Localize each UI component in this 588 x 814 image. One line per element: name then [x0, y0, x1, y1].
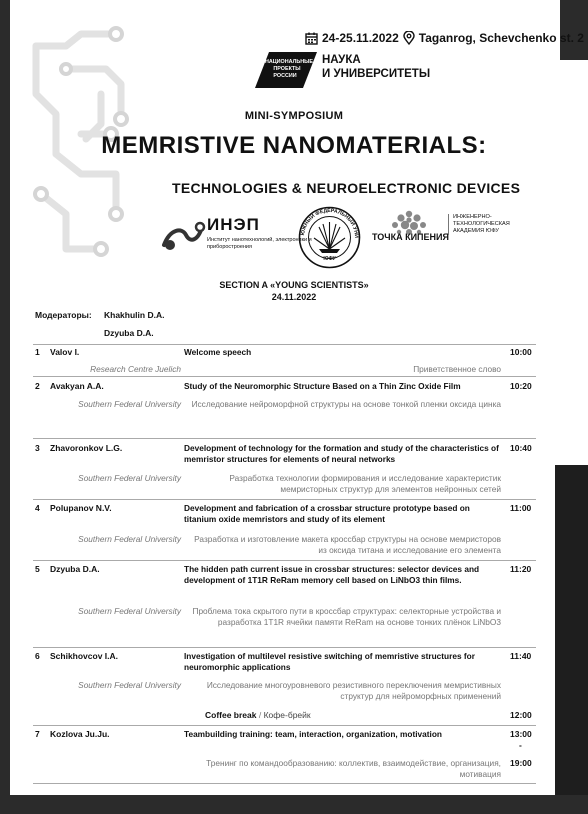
moderator-name: Dzyuba D.A.: [104, 328, 154, 338]
talk-time: 10:20: [510, 381, 532, 391]
row-divider: [33, 647, 536, 648]
talk-title-ru: Разработка и изготовление макета кроссбар структуры на основе мемристоров из оксида титана и исследование его элемента: [194, 534, 501, 555]
talk-title-en: Welcome speech: [184, 347, 252, 357]
speaker-affiliation: Southern Federal University: [78, 473, 181, 483]
program-entry: [33, 560, 536, 647]
talk-title-en: Development of technology for the formation and study of the characteristics of memristor structures for elements of neural networks: [184, 443, 499, 464]
speaker-name: Avakyan A.A.: [50, 381, 104, 391]
coffee-break-separator: /: [256, 710, 264, 720]
svg-text:РОССИИ: РОССИИ: [273, 73, 297, 79]
row-divider: [33, 725, 536, 726]
tochka-kipeniya-name: ТОЧКА КИПЕНИЯ: [372, 232, 449, 242]
program-entry: [33, 499, 536, 560]
talk-title-ru: Исследование многоуровневого резистивного переключения мемристивных структур для нейроморфных применений: [206, 680, 501, 701]
row-divider: [33, 499, 536, 500]
section-heading: [0, 279, 588, 303]
bottom-border: [0, 795, 588, 814]
talk-title-en: The hidden path current issue in crossbar structures: selector devices and development of 1T1R ReRam memory cell based on LiNbO3 thin films.: [184, 564, 480, 585]
left-border: [0, 0, 10, 814]
talk-title-en: Investigation of multilevel resistive switching of memristive structures for neuromorphic applications: [184, 651, 475, 672]
program-entry: [33, 438, 536, 499]
moderators-label: Модераторы:: [35, 310, 92, 320]
iti-academy-name: ИНЖЕНЕРНО-ТЕХНОЛОГИЧЕСКАЯ АКАДЕМИЯ ЮФУ: [448, 214, 533, 235]
section-title: SECTION A «YOUNG SCIENTISTS»: [219, 280, 369, 290]
section-date: 24.11.2022: [271, 292, 317, 302]
program-entry: [33, 376, 536, 438]
entry-number: 2: [35, 381, 40, 391]
speaker-affiliation: Southern Federal University: [78, 534, 181, 544]
event-dates: 24-25.11.2022: [322, 31, 399, 45]
row-divider: [33, 438, 536, 439]
talk-title-en: Development and fabrication of a crossbar structure prototype based on titanium oxide memristors and study of its element: [184, 503, 470, 524]
program-entry: [33, 647, 536, 725]
coffee-break-ru: Кофе-брейк: [263, 710, 311, 720]
speaker-name: Zhavoronkov L.G.: [50, 443, 123, 453]
calendar-icon: [305, 32, 318, 45]
speaker-affiliation: Southern Federal University: [78, 680, 181, 690]
page-subtitle: TECHNOLOGIES & NEUROELECTRONIC DEVICES: [172, 180, 521, 196]
speaker-name: Dzyuba D.A.: [50, 564, 100, 574]
row-divider: [33, 560, 536, 561]
talk-title-en: Study of the Neuromorphic Structure Based on a Thin Zinc Oxide Film: [184, 381, 461, 391]
speaker-affiliation: Research Centre Juelich: [90, 364, 181, 374]
sfu-emblem: [297, 205, 362, 270]
moderator-name: Khakhulin D.A.: [104, 310, 165, 320]
ined-name: ИНЭП: [207, 215, 260, 234]
talk-time: 10:40: [510, 443, 532, 453]
talk-title-en: Teambuilding training: team, interaction, organization, motivation: [184, 729, 442, 739]
np-logo-text: НАЦИОНАЛЬНЫЕ: [264, 59, 314, 65]
sfu-short-name: ЮФУ: [323, 256, 336, 262]
row-divider: [33, 783, 536, 784]
national-projects-logo: [255, 52, 317, 88]
sfu-ring-text: ЮЖНЫЙ ФЕДЕРАЛЬНЫЙ УНИ: [299, 207, 360, 239]
speaker-affiliation: Southern Federal University: [78, 606, 181, 616]
svg-text:ПРОЕКТЫ: ПРОЕКТЫ: [273, 66, 301, 72]
coffee-break-en: Coffee break: [205, 710, 257, 720]
entry-number: 3: [35, 443, 40, 453]
row-divider: [33, 344, 536, 345]
entry-number: 7: [35, 729, 40, 739]
program-entry: [33, 344, 536, 376]
project-name: [322, 53, 430, 81]
right-border: [555, 465, 588, 814]
talk-title-ru: Исследование нейроморфной структуры на основе тонкой пленки оксида цинка: [191, 399, 501, 409]
entry-number: 1: [35, 347, 40, 357]
top-right-border: [560, 0, 588, 60]
speaker-affiliation: Southern Federal University: [78, 399, 181, 409]
entry-number: 4: [35, 503, 40, 513]
speaker-name: Polupanov N.V.: [50, 503, 112, 513]
talk-title-ru: Разработка технологии формирования и исследование характеристик мемристорных структур для элементов нейронных сетей: [229, 473, 501, 494]
project-line-1: НАУКА: [322, 54, 361, 66]
speaker-name: Valov I.: [50, 347, 80, 357]
talk-time-start: 13:00: [510, 729, 532, 739]
page-title: MEMRISTIVE NANOMATERIALS:: [101, 132, 487, 159]
program-entry: [33, 725, 536, 783]
ined-description: Институт нанотехнологий, электроники и приборостроения: [207, 237, 312, 250]
talk-title-ru: Проблема тока скрытого пути в кроссбар структурах: селекторные устройства и разработка 1T1R ячейки памяти ReRam на основе тонких плёнок LiNbO3: [192, 606, 501, 627]
event-location: Taganrog, Schevchenko st. 2: [418, 31, 584, 45]
talk-time-end: 19:00: [510, 758, 532, 768]
talk-title-ru: Приветственное слово: [413, 364, 501, 374]
row-divider: [33, 376, 536, 377]
event-meta: [305, 31, 584, 45]
coffee-break-time: 12:00: [510, 710, 532, 720]
entry-number: 6: [35, 651, 40, 661]
entry-number: 5: [35, 564, 40, 574]
talk-time: 11:00: [510, 503, 532, 513]
talk-time: 11:40: [510, 651, 532, 661]
talk-title-ru: Тренинг по командообразованию: коллектив, взаимодействие, организация, мотивация: [206, 758, 501, 779]
speaker-name: Kozlova Ju.Ju.: [50, 729, 110, 739]
location-pin-icon: [403, 31, 415, 45]
project-line-2: И УНИВЕРСИТЕТЫ: [322, 68, 431, 80]
coffee-break: [205, 710, 311, 720]
talk-time: 10:00: [510, 347, 532, 357]
speaker-name: Schikhovcov I.A.: [50, 651, 119, 661]
event-kind: MINI-SYMPOSIUM: [244, 110, 344, 122]
talk-time: 11:20: [510, 564, 532, 574]
time-range-dash: -: [519, 740, 522, 750]
